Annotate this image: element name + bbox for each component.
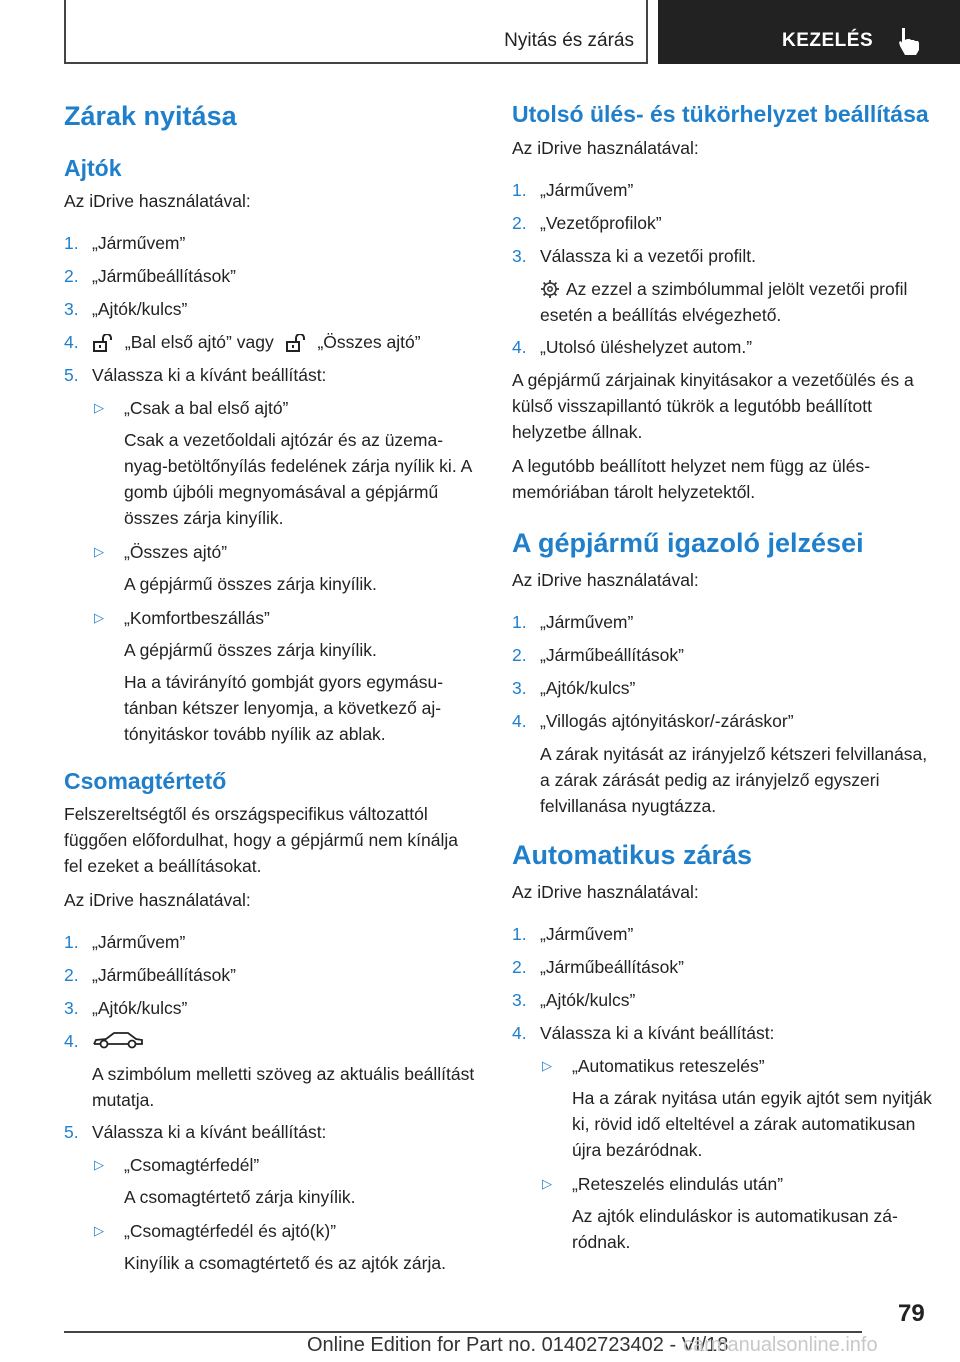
door-lock-icon: [285, 334, 307, 352]
list-item: 5. Válassza ki a kívánt beállítást:: [64, 365, 327, 385]
seat-paragraph: A legutóbb beállított helyzet nem függ az ülésmemóriában tárolt helyzetektől.: [512, 456, 871, 502]
list-item: 1. „Járművem”: [512, 180, 634, 200]
list-item: 1. „Járművem”: [512, 612, 634, 632]
step-desc: A zárak nyitását az irányjelző kétszeri felvillanása, a zárak zárását pedig az irányjelző egyszeri felvillanása nyugtázza.: [540, 744, 928, 816]
option-desc: Ha a távirányító gombját gyors egymásutánban kétszer lenyomja, a következő ajtónyitáskor tovább nyílik az ablak.: [124, 672, 444, 744]
list-item: 3. „Ajtók/kulcs”: [512, 678, 636, 698]
option-desc: Az ajtók elinduláskor is automatikusan záródnak.: [572, 1206, 898, 1252]
car-outline-icon: [92, 1029, 144, 1051]
list-item: 4. „Villogás ajtónyitáskor/-záráskor”: [512, 711, 794, 731]
watermark: carmanualsonline.info: [683, 1334, 878, 1356]
list-item: 5. Válassza ki a kívánt beállítást:: [64, 1122, 327, 1142]
seat-intro: Az iDrive használatával:: [512, 138, 699, 158]
gear-icon: [540, 279, 560, 299]
option-desc: A gépjármű összes zárja kinyílik.: [124, 640, 377, 660]
list-item: 1. „Járművem”: [64, 233, 186, 253]
list-item: 2. „Járműbeállítások”: [64, 965, 236, 985]
footer-edition: Online Edition for Part no. 01402723402 - VI/18: [307, 1334, 729, 1356]
option-item: ▷ „Összes ajtó”: [94, 542, 228, 562]
list-item: 3. „Ajtók/kulcs”: [64, 299, 188, 319]
list-item: 1. „Járművem”: [512, 924, 634, 944]
auto-lock-heading: Automatikus zárás: [512, 840, 753, 870]
list-item: 3. „Ajtók/kulcs”: [64, 998, 188, 1018]
option-desc: A gépjármű összes zárja kinyílik.: [124, 574, 377, 594]
list-item: 2. „Vezetőprofilok”: [512, 213, 662, 233]
option-desc: Ha a zárak nyitása után egyik ajtót sem nyitják ki, rövid idő elteltével a zárak automatikusan újra bezáródnak.: [572, 1088, 932, 1160]
trunk-intro-2: Az iDrive használatával:: [64, 890, 251, 910]
option-item: ▷ „Csak a bal első ajtó”: [94, 398, 289, 418]
section-title: KEZELÉS: [782, 30, 874, 51]
door-lock-icon: [92, 334, 114, 352]
trunk-intro: Felszereltségtől és országspecifikus változattól függően előfordulhat, hogy a gépjármű nem kínálja fel ezeket a beállításokat.: [64, 804, 459, 876]
chapter-title: Nyitás és zárás: [504, 30, 634, 51]
list-item: 4. „Bal első ajtó” vagy „Összes ajtó”: [64, 332, 421, 352]
list-item: 4. „Utolsó üléshelyzet autom.”: [512, 337, 753, 357]
page-number: 79: [898, 1300, 925, 1327]
option-item: ▷ „Csomagtérfedél”: [94, 1155, 260, 1175]
option-desc: Csak a vezetőoldali ajtózár és az üzemanyag-betöltőnyílás fedelének zárja nyílik ki. A gomb újbóli megnyomásával a gépjármű összes zárja kinyílik.: [124, 430, 472, 528]
list-item: 4.: [64, 1028, 480, 1054]
auto-intro: Az iDrive használatával:: [512, 882, 699, 902]
option-item: ▷ „Reteszelés elindulás után”: [542, 1174, 784, 1194]
list-item: 4. Válassza ki a kívánt beállítást:: [512, 1023, 775, 1043]
step-desc: A szimbólum melletti szöveg az aktuális beállítást mutatja.: [92, 1064, 475, 1110]
option-item: ▷ „Automatikus reteszelés”: [542, 1056, 765, 1076]
right-column: [512, 100, 932, 1261]
option-item: ▷ „Csomagtérfedél és ajtó(k)”: [94, 1221, 337, 1241]
confirm-heading: A gépjármű igazoló jelzései: [512, 528, 864, 558]
seat-heading: Utolsó ülés- és tükörhelyzet beállítása: [512, 101, 929, 127]
list-item: 2. „Járműbeállítások”: [512, 645, 684, 665]
option-item: ▷ „Komfortbeszállás”: [94, 608, 270, 628]
header-section-box: [658, 0, 960, 64]
list-item: 3. „Ajtók/kulcs”: [512, 990, 636, 1010]
list-item: 2. „Járműbeállítások”: [64, 266, 236, 286]
option-desc: Kinyílik a csomagtértető és az ajtók zárja.: [124, 1253, 446, 1273]
confirm-intro: Az iDrive használatával:: [512, 570, 699, 590]
pointing-hand-icon: [896, 26, 922, 56]
seat-paragraph: A gépjármű zárjainak kinyitásakor a vezetőülés és a külső visszapillantó tükrök a legutóbb beállított helyzetbe állnak.: [512, 370, 914, 442]
list-item: 3. Válassza ki a vezetői profilt.: [512, 246, 756, 266]
trunk-heading: Csomagtértető: [64, 768, 227, 794]
doors-heading: Ajtók: [64, 155, 122, 181]
header-chapter-box: [64, 0, 648, 64]
step-note: Az ezzel a szimbólummal jelölt vezetői profil esetén a beállítás elvégezhető.: [540, 279, 908, 325]
footer-divider: [64, 1331, 862, 1333]
list-item: 2. „Járműbeállítások”: [512, 957, 684, 977]
unlock-heading: Zárak nyitása: [64, 101, 237, 131]
left-column: [64, 100, 480, 1282]
list-item: 1. „Járművem”: [64, 932, 186, 952]
option-desc: A csomagtértető zárja kinyílik.: [124, 1187, 356, 1207]
doors-intro: Az iDrive használatával:: [64, 191, 251, 211]
